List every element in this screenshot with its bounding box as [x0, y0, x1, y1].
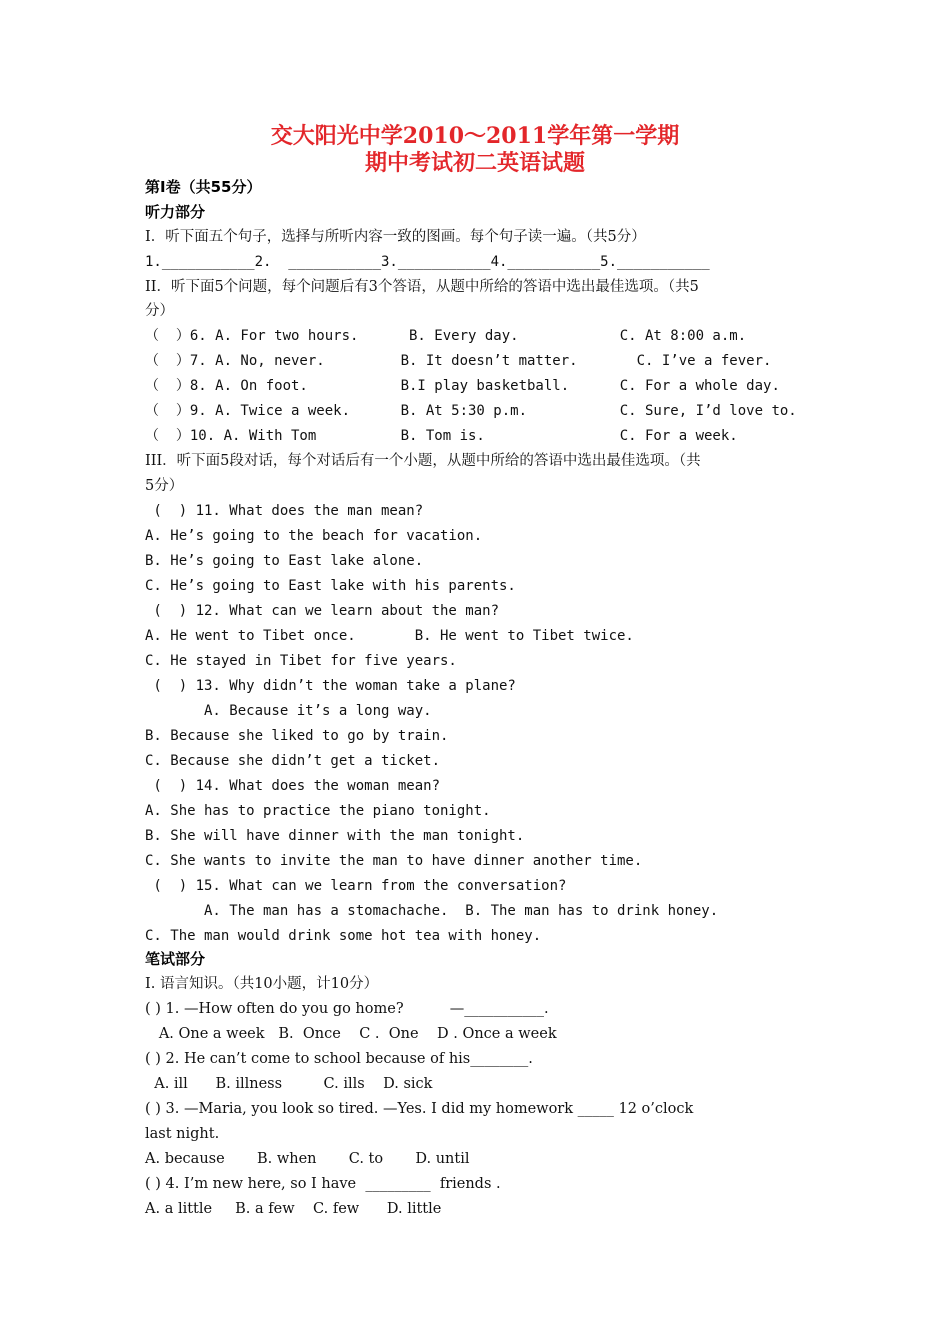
section-2-instruction: II．听下面5个问题，每个问题后有3个答语，从题中所给的答语中选出最佳选项。（共5: [145, 279, 699, 295]
option-line: C. The man would drink some hot tea with honey.: [145, 928, 542, 944]
question-line: ( ) 11. What does the man mean?: [145, 503, 424, 519]
option-line: B. Because she liked to go by train.: [145, 728, 449, 744]
question-line: ( ) 14. What does the woman mean?: [145, 778, 441, 794]
question-line: （ ）8. A. On foot. B.I play basketball. C. For a whole day.: [145, 378, 780, 394]
question-line: ( ) 3. —Maria, you look so tired. —Yes. I did my homework _____ 12 o’clock: [145, 1101, 694, 1117]
question-line: ( ) 12. What can we learn about the man?: [145, 603, 500, 619]
question-line: ( ) 2. He can’t come to school because of his________.: [145, 1051, 533, 1067]
section-1-instruction: I．听下面五个句子，选择与所听内容一致的图画。每个句子读一遍。（共5分）: [145, 229, 646, 245]
option-line: C. He stayed in Tibet for five years.: [145, 653, 457, 669]
option-line: A. a little B. a few C. few D. little: [145, 1201, 442, 1217]
option-line: A. He went to Tibet once. B. He went to Tibet twice.: [145, 628, 634, 644]
question-line: ( ) 15. What can we learn from the conversation?: [145, 878, 567, 894]
question-line: ( ) 1. —How often do you go home? —___________.: [145, 1001, 549, 1017]
section-3-instruction-cont: 5分）: [145, 478, 184, 494]
question-line: （ ）6. A. For two hours. B. Every day. C. At 8:00 a.m.: [145, 328, 747, 344]
option-line: A. ill B. illness C. ills D. sick: [145, 1076, 433, 1092]
option-line: A. The man has a stomachache. B. The man has to drink honey.: [145, 903, 719, 919]
question-line: （ ）9. A. Twice a week. B. At 5:30 p.m. C. Sure, I’d love to.: [145, 403, 797, 419]
option-line: B. She will have dinner with the man tonight.: [145, 828, 525, 844]
section-2-instruction-cont: 分）: [145, 303, 174, 319]
question-line: ( ) 13. Why didn’t the woman take a plane?: [145, 678, 516, 694]
option-line: A. Because it’s a long way.: [145, 703, 432, 719]
exam-title-line2: 期中考试初二英语试题: [364, 150, 585, 176]
language-section-instruction: I. 语言知识。（共10小题，计10分）: [145, 976, 379, 992]
exam-title-line1: 交大阳光中学2010～2011学年第一学期: [270, 123, 680, 149]
question-line-cont: last night.: [145, 1126, 220, 1142]
option-line: C. She wants to invite the man to have dinner another time.: [145, 853, 643, 869]
question-line: ( ) 4. I’m new here, so I have _________ friends .: [145, 1176, 501, 1192]
option-line: C. Because she didn’t get a ticket.: [145, 753, 441, 769]
option-line: C. He’s going to East lake with his parents.: [145, 578, 516, 594]
option-line: A. He’s going to the beach for vacation.: [145, 528, 483, 544]
question-line: （ ）7. A. No, never. B. It doesn’t matter. C. I’ve a fever.: [145, 353, 772, 369]
answer-blanks: 1.___________2. ___________3.___________4.___________5.___________: [145, 254, 710, 270]
option-line: A. She has to practice the piano tonight.: [145, 803, 491, 819]
writing-heading: 笔试部分: [145, 950, 206, 968]
option-line: A. One a week B. Once C . One D . Once a week: [145, 1026, 557, 1042]
section-3-instruction: III．听下面5段对话，每个对话后有一个小题，从题中所给的答语中选出最佳选项。（共: [145, 453, 701, 469]
option-line: A. because B. when C. to D. until: [145, 1151, 470, 1167]
option-line: B. He’s going to East lake alone.: [145, 553, 424, 569]
question-line: （ ）10. A. With Tom B. Tom is. C. For a week.: [145, 428, 738, 444]
volume-heading: 第Ⅰ卷（共55分）: [145, 178, 262, 196]
listening-heading: 听力部分: [145, 203, 206, 221]
